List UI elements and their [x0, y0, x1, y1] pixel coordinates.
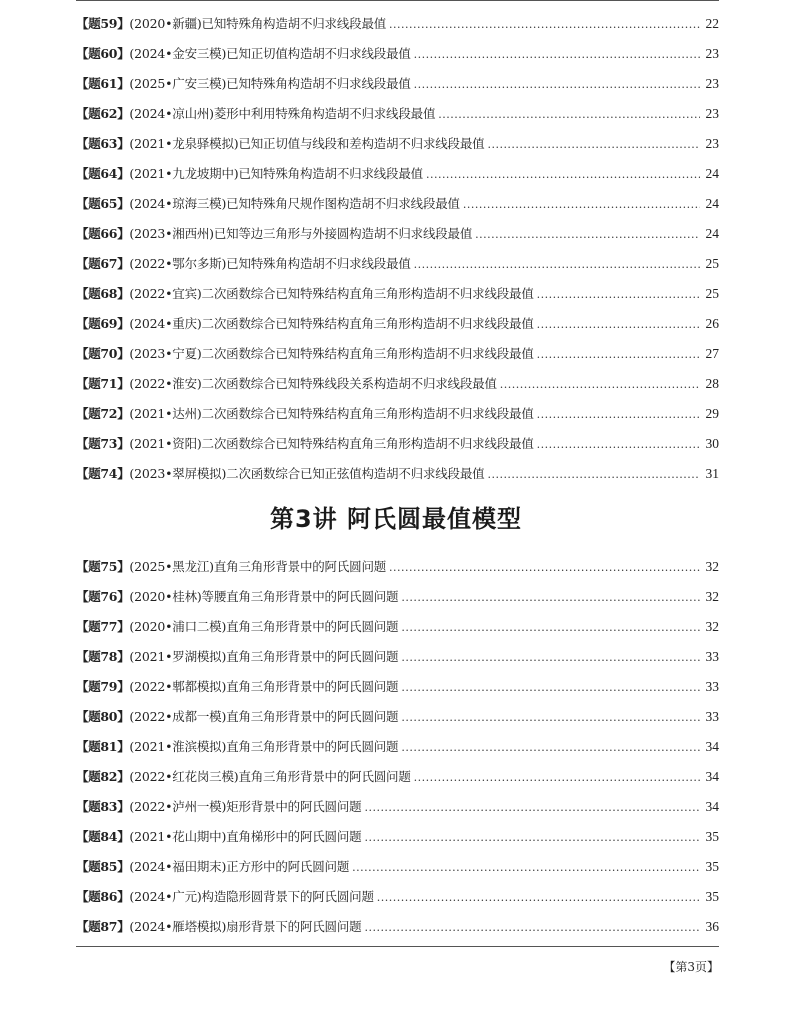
entry-page-number: 23	[705, 136, 719, 151]
dot-leader	[364, 823, 700, 853]
toc-entry[interactable]	[76, 279, 719, 309]
entry-page-number: 23	[705, 76, 719, 91]
entry-title: (2021•罗湖模拟)直角三角形背景中的阿氏圆问题	[129, 649, 399, 664]
entry-page-number: 32	[705, 559, 719, 574]
page-number-footer: 【第3页】	[663, 960, 719, 974]
dot-leader	[414, 70, 700, 100]
toc-list-part2	[76, 552, 719, 942]
entry-page-number: 34	[705, 799, 719, 814]
entry-page-number: 33	[705, 679, 719, 694]
dot-leader	[401, 613, 700, 643]
toc-entry[interactable]	[76, 672, 719, 702]
entry-number: 【题64】	[76, 166, 130, 181]
bottom-rule	[76, 946, 719, 947]
entry-number: 【题59】	[76, 16, 130, 31]
toc-entry[interactable]	[76, 189, 719, 219]
toc-entry[interactable]	[76, 399, 719, 429]
entry-page-number: 32	[705, 619, 719, 634]
entry-page-number: 35	[705, 859, 719, 874]
toc-entry[interactable]	[76, 612, 719, 642]
dot-leader	[414, 250, 700, 280]
toc-entry[interactable]	[76, 792, 719, 822]
entry-page-number: 36	[705, 919, 719, 934]
dot-leader	[364, 793, 700, 823]
entry-number: 【题66】	[76, 226, 130, 241]
entry-number: 【题80】	[76, 709, 130, 724]
entry-title: (2021•达州)二次函数综合已知特殊结构直角三角形构造胡不归求线段最值	[129, 406, 534, 421]
entry-page-number: 23	[705, 106, 719, 121]
toc-entry[interactable]	[76, 219, 719, 249]
entry-title: (2023•翠屏模拟)二次函数综合已知正弦值构造胡不归求线段最值	[129, 466, 485, 481]
toc-entry[interactable]	[76, 39, 719, 69]
dot-leader	[389, 10, 700, 40]
entry-page-number: 22	[705, 16, 719, 31]
dot-leader	[401, 733, 700, 763]
toc-entry[interactable]	[76, 762, 719, 792]
entry-title: (2024•琼海三模)已知特殊角尺规作图构造胡不归求线段最值	[129, 196, 460, 211]
entry-title: (2024•重庆)二次函数综合已知特殊结构直角三角形构造胡不归求线段最值	[129, 316, 534, 331]
entry-number: 【题68】	[76, 286, 130, 301]
entry-page-number: 23	[705, 46, 719, 61]
entry-number: 【题86】	[76, 889, 130, 904]
entry-title: (2020•桂林)等腰直角三角形背景中的阿氏圆问题	[129, 589, 399, 604]
toc-entry[interactable]	[76, 249, 719, 279]
dot-leader	[401, 673, 700, 703]
toc-entry[interactable]	[76, 369, 719, 399]
dot-leader	[537, 340, 700, 370]
dot-leader	[401, 583, 700, 613]
entry-title: (2022•泸州一模)矩形背景中的阿氏圆问题	[129, 799, 362, 814]
entry-page-number: 33	[705, 709, 719, 724]
entry-title: (2024•雁塔模拟)扇形背景下的阿氏圆问题	[129, 919, 362, 934]
entry-page-number: 26	[705, 316, 719, 331]
toc-entry[interactable]	[76, 309, 719, 339]
entry-number: 【题67】	[76, 256, 130, 271]
dot-leader	[426, 160, 700, 190]
entry-title: (2022•郫都模拟)直角三角形背景中的阿氏圆问题	[129, 679, 399, 694]
toc-entry[interactable]	[76, 429, 719, 459]
toc-entry[interactable]	[76, 99, 719, 129]
dot-leader	[487, 130, 700, 160]
entry-title: (2022•淮安)二次函数综合已知特殊线段关系构造胡不归求线段最值	[129, 376, 497, 391]
dot-leader	[537, 280, 700, 310]
dot-leader	[438, 100, 700, 130]
dot-leader	[364, 913, 700, 943]
toc-entry[interactable]	[76, 159, 719, 189]
entry-title: (2025•广安三模)已知特殊角构造胡不归求线段最值	[129, 76, 411, 91]
entry-page-number: 32	[705, 589, 719, 604]
entry-title: (2021•淮滨模拟)直角三角形背景中的阿氏圆问题	[129, 739, 399, 754]
entry-title: (2024•金安三模)已知正切值构造胡不归求线段最值	[129, 46, 411, 61]
entry-number: 【题65】	[76, 196, 130, 211]
entry-page-number: 34	[705, 769, 719, 784]
entry-number: 【题81】	[76, 739, 130, 754]
entry-number: 【题78】	[76, 649, 130, 664]
toc-entry[interactable]	[76, 912, 719, 942]
entry-number: 【题61】	[76, 76, 130, 91]
section-heading: 第3讲 阿氏圆最值模型	[269, 505, 523, 533]
entry-number: 【题62】	[76, 106, 130, 121]
dot-leader	[401, 703, 700, 733]
dot-leader	[377, 883, 700, 913]
entry-number: 【题85】	[76, 859, 130, 874]
dot-leader	[537, 430, 700, 460]
entry-page-number: 35	[705, 829, 719, 844]
entry-title: (2025•黑龙江)直角三角形背景中的阿氏圆问题	[129, 559, 387, 574]
toc-entry[interactable]	[76, 129, 719, 159]
entry-number: 【题77】	[76, 619, 130, 634]
entry-page-number: 24	[705, 166, 719, 181]
toc-list-part1	[76, 9, 719, 489]
entry-number: 【题70】	[76, 346, 130, 361]
toc-entry[interactable]	[76, 882, 719, 912]
entry-number: 【题71】	[76, 376, 130, 391]
toc-entry[interactable]	[76, 582, 719, 612]
entry-title: (2024•福田期末)正方形中的阿氏圆问题	[129, 859, 350, 874]
entry-title: (2020•新疆)已知特殊角构造胡不归求线段最值	[129, 16, 387, 31]
dot-leader	[401, 643, 700, 673]
entry-title: (2022•成都一模)直角三角形背景中的阿氏圆问题	[129, 709, 399, 724]
entry-page-number: 35	[705, 889, 719, 904]
entry-title: (2022•鄂尔多斯)已知特殊角构造胡不归求线段最值	[129, 256, 411, 271]
dot-leader	[537, 310, 700, 340]
entry-title: (2024•广元)构造隐形圆背景下的阿氏圆问题	[129, 889, 374, 904]
toc-entry[interactable]	[76, 459, 719, 489]
dot-leader	[537, 400, 700, 430]
entry-number: 【题75】	[76, 559, 130, 574]
toc-entry[interactable]	[76, 552, 719, 582]
entry-number: 【题82】	[76, 769, 130, 784]
entry-title: (2023•宁夏)二次函数综合已知特殊结构直角三角形构造胡不归求线段最值	[129, 346, 534, 361]
entry-page-number: 30	[705, 436, 719, 451]
dot-leader	[414, 40, 700, 70]
dot-leader	[414, 763, 700, 793]
dot-leader	[352, 853, 700, 883]
toc-entry[interactable]	[76, 732, 719, 762]
entry-page-number: 29	[705, 406, 719, 421]
entry-title: (2020•浦口二模)直角三角形背景中的阿氏圆问题	[129, 619, 399, 634]
dot-leader	[475, 220, 700, 250]
dot-leader	[463, 190, 700, 220]
entry-title: (2024•凉山州)菱形中利用特殊角构造胡不归求线段最值	[129, 106, 436, 121]
entry-title: (2021•资阳)二次函数综合已知特殊结构直角三角形构造胡不归求线段最值	[129, 436, 534, 451]
toc-entry[interactable]	[76, 822, 719, 852]
entry-number: 【题79】	[76, 679, 130, 694]
entry-number: 【题87】	[76, 919, 130, 934]
entry-title: (2022•宜宾)二次函数综合已知特殊结构直角三角形构造胡不归求线段最值	[129, 286, 534, 301]
entry-number: 【题63】	[76, 136, 130, 151]
toc-entry[interactable]	[76, 69, 719, 99]
entry-page-number: 24	[705, 196, 719, 211]
top-rule	[76, 0, 719, 1]
entry-page-number: 28	[705, 376, 719, 391]
toc-entry[interactable]	[76, 9, 719, 39]
entry-page-number: 24	[705, 226, 719, 241]
entry-page-number: 25	[705, 286, 719, 301]
entry-number: 【题83】	[76, 799, 130, 814]
toc-entry[interactable]	[76, 702, 719, 732]
entry-page-number: 34	[705, 739, 719, 754]
entry-title: (2022•红花岗三模)直角三角形背景中的阿氏圆问题	[129, 769, 411, 784]
entry-title: (2021•花山期中)直角梯形中的阿氏圆问题	[129, 829, 362, 844]
entry-number: 【题72】	[76, 406, 130, 421]
dot-leader	[500, 370, 700, 400]
entry-title: (2023•湘西州)已知等边三角形与外接圆构造胡不归求线段最值	[129, 226, 473, 241]
dot-leader	[487, 460, 700, 490]
entry-number: 【题84】	[76, 829, 130, 844]
entry-number: 【题76】	[76, 589, 130, 604]
entry-title: (2021•九龙坡期中)已知特殊角构造胡不归求线段最值	[129, 166, 423, 181]
entry-page-number: 33	[705, 649, 719, 664]
dot-leader	[389, 553, 700, 583]
entry-number: 【题73】	[76, 436, 130, 451]
toc-entry[interactable]	[76, 642, 719, 672]
entry-page-number: 25	[705, 256, 719, 271]
entry-number: 【题60】	[76, 46, 130, 61]
toc-entry[interactable]	[76, 339, 719, 369]
toc-entry[interactable]	[76, 852, 719, 882]
entry-title: (2021•龙泉驿模拟)已知正切值与线段和差构造胡不归求线段最值	[129, 136, 485, 151]
entry-number: 【题74】	[76, 466, 130, 481]
entry-page-number: 27	[705, 346, 719, 361]
entry-page-number: 31	[705, 466, 719, 481]
entry-number: 【题69】	[76, 316, 130, 331]
